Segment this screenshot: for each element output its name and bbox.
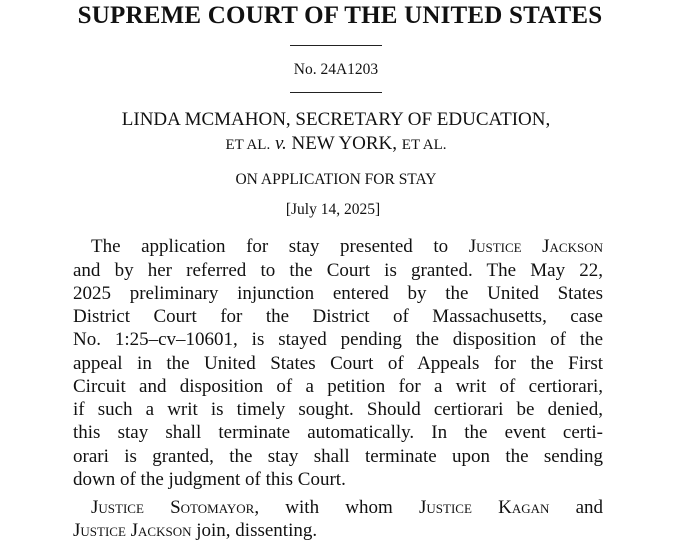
caption-et-al-prefix: ET AL.	[225, 137, 271, 153]
docket-number: No. 24A1203	[293, 61, 379, 78]
caption-versus: v.	[274, 133, 287, 154]
dissenting-justice-jackson: Justice Jackson	[73, 520, 192, 541]
order-line: down of the judgment of this Court.	[73, 469, 346, 490]
order-line-1	[91, 236, 603, 258]
order-line: District Court for the District of Massachusetts, case	[73, 306, 603, 327]
dissent-line-2	[73, 520, 603, 542]
order-line: No. 1:25–cv–10601, is stayed pending the disposition of the	[73, 329, 603, 350]
order-line-1-text: The application for stay presented to	[91, 236, 469, 257]
order-line: and by her referred to the Court is granted. The May 22,	[73, 260, 603, 281]
order-line: if such a writ is timely sought. Should certiorari be denied,	[73, 399, 603, 420]
order-line: orari is granted, the stay shall terminate upon the sending	[73, 446, 603, 467]
dissent-line-1	[91, 497, 603, 519]
dissent-text-1: , with whom	[254, 497, 419, 518]
dissent-text-3: join, dissenting.	[191, 520, 318, 541]
dissenting-justice-sotomayor: Justice Sotomayor	[91, 497, 255, 518]
order-line: this stay shall terminate automatically. In the event certi-	[73, 422, 603, 443]
order-line: 2025 preliminary injunction entered by the United States	[73, 283, 603, 304]
caption-et-al-suffix: ET AL.	[401, 137, 447, 153]
bottom-rule	[290, 92, 382, 93]
caption-respondent: NEW YORK,	[291, 133, 398, 154]
order-date: [July 14, 2025]	[285, 201, 381, 218]
presenting-justice: Justice Jackson	[468, 236, 603, 257]
court-title: SUPREME COURT OF THE UNITED STATES	[77, 2, 603, 29]
order-line: Circuit and disposition of a petition for a writ of certiorari,	[73, 376, 603, 397]
case-caption-line-2	[0, 133, 672, 155]
application-heading: ON APPLICATION FOR STAY	[235, 171, 437, 188]
dissenting-justice-kagan: Justice Kagan	[419, 497, 550, 518]
case-caption-line-1: LINDA MCMAHON, SECRETARY OF EDUCATION,	[121, 109, 551, 130]
order-line: appeal in the United States Court of Appeals for the First	[73, 353, 603, 374]
top-rule	[290, 45, 382, 46]
dissent-text-2: and	[549, 497, 604, 518]
